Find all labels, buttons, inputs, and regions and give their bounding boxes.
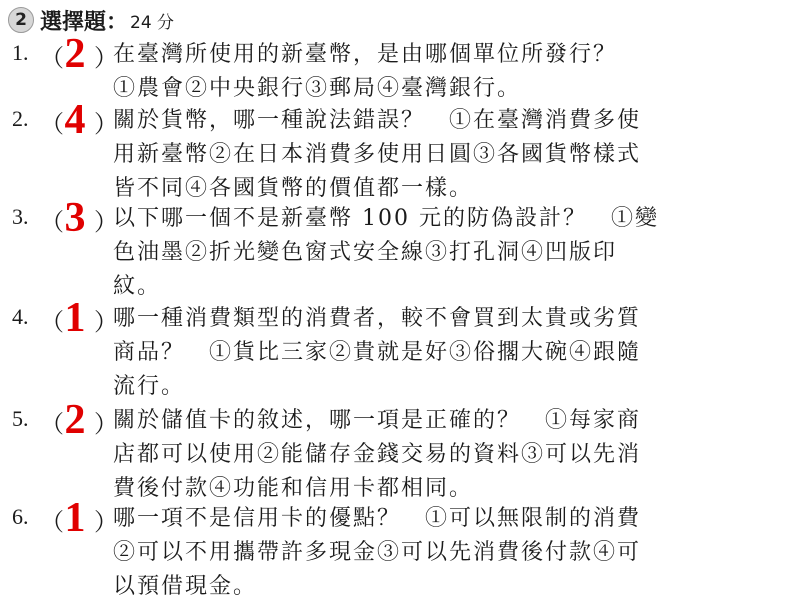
question-line: 色油墨②折光變色窗式安全線③打孔洞④凹版印 (113, 240, 618, 265)
question-line: 在臺灣所使用的新臺幣，是由哪個單位所發行？ (113, 42, 618, 67)
question-number: 4. (12, 304, 29, 329)
question-line: 關於儲值卡的敘述，哪一項是正確的？ ①每家商 (113, 408, 642, 433)
question-line: 關於貨幣，哪一種說法錯誤？ ①在臺灣消費多使 (113, 108, 642, 133)
question-line: 以預借現金。 (113, 574, 258, 599)
question-text (113, 202, 693, 304)
open-paren: （ (40, 44, 64, 72)
question-line: 紋。 (113, 274, 162, 299)
close-paren: ） (94, 410, 118, 438)
answer-mark: 2 (64, 31, 86, 77)
close-paren: ） (94, 508, 118, 536)
answer-mark: 4 (64, 97, 86, 143)
question-line: 費後付款④功能和信用卡都相同。 (113, 476, 474, 501)
question-line: 以下哪一個不是新臺幣 100 元的防偽設計？ ①變 (113, 206, 659, 231)
question-line: 皆不同④各國貨幣的價值都一樣。 (113, 176, 474, 201)
close-paren: ） (94, 308, 118, 336)
close-paren: ） (94, 110, 118, 138)
question-number: 3. (12, 204, 29, 229)
question-number: 1. (12, 40, 29, 65)
question-text (113, 502, 693, 604)
answer-mark: 3 (64, 195, 86, 241)
open-paren: （ (40, 208, 64, 236)
section-number-badge: 2 (8, 7, 34, 33)
question-text (113, 38, 693, 106)
answer-mark: 1 (64, 495, 86, 541)
open-paren: （ (40, 110, 64, 138)
answer-mark: 2 (64, 397, 86, 443)
question-line: 哪一項不是信用卡的優點？ ①可以無限制的消費 (113, 506, 642, 531)
section-score: 24 分 (130, 12, 175, 33)
open-paren: （ (40, 508, 64, 536)
question-text (113, 302, 693, 404)
question-line: 哪一種消費類型的消費者，較不會買到太貴或劣質 (113, 306, 642, 331)
question-line: 商品？ ①貨比三家②貴就是好③俗擱大碗④跟隨 (113, 340, 642, 365)
question-number: 5. (12, 406, 29, 431)
section-title: 選擇題： (40, 9, 129, 35)
close-paren: ） (94, 44, 118, 72)
open-paren: （ (40, 308, 64, 336)
question-text (113, 104, 693, 206)
question-number: 6. (12, 504, 29, 529)
question-line: 店都可以使用②能儲存金錢交易的資料③可以先消 (113, 442, 642, 467)
answer-mark: 1 (64, 295, 86, 341)
open-paren: （ (40, 410, 64, 438)
close-paren: ） (94, 208, 118, 236)
question-text (113, 404, 693, 506)
question-line: ②可以不用攜帶許多現金③可以先消費後付款④可 (113, 540, 642, 565)
question-number: 2. (12, 106, 29, 131)
question-line: 流行。 (113, 374, 186, 399)
question-line: ①農會②中央銀行③郵局④臺灣銀行。 (113, 76, 522, 101)
question-line: 用新臺幣②在日本消費多使用日圓③各國貨幣樣式 (113, 142, 642, 167)
